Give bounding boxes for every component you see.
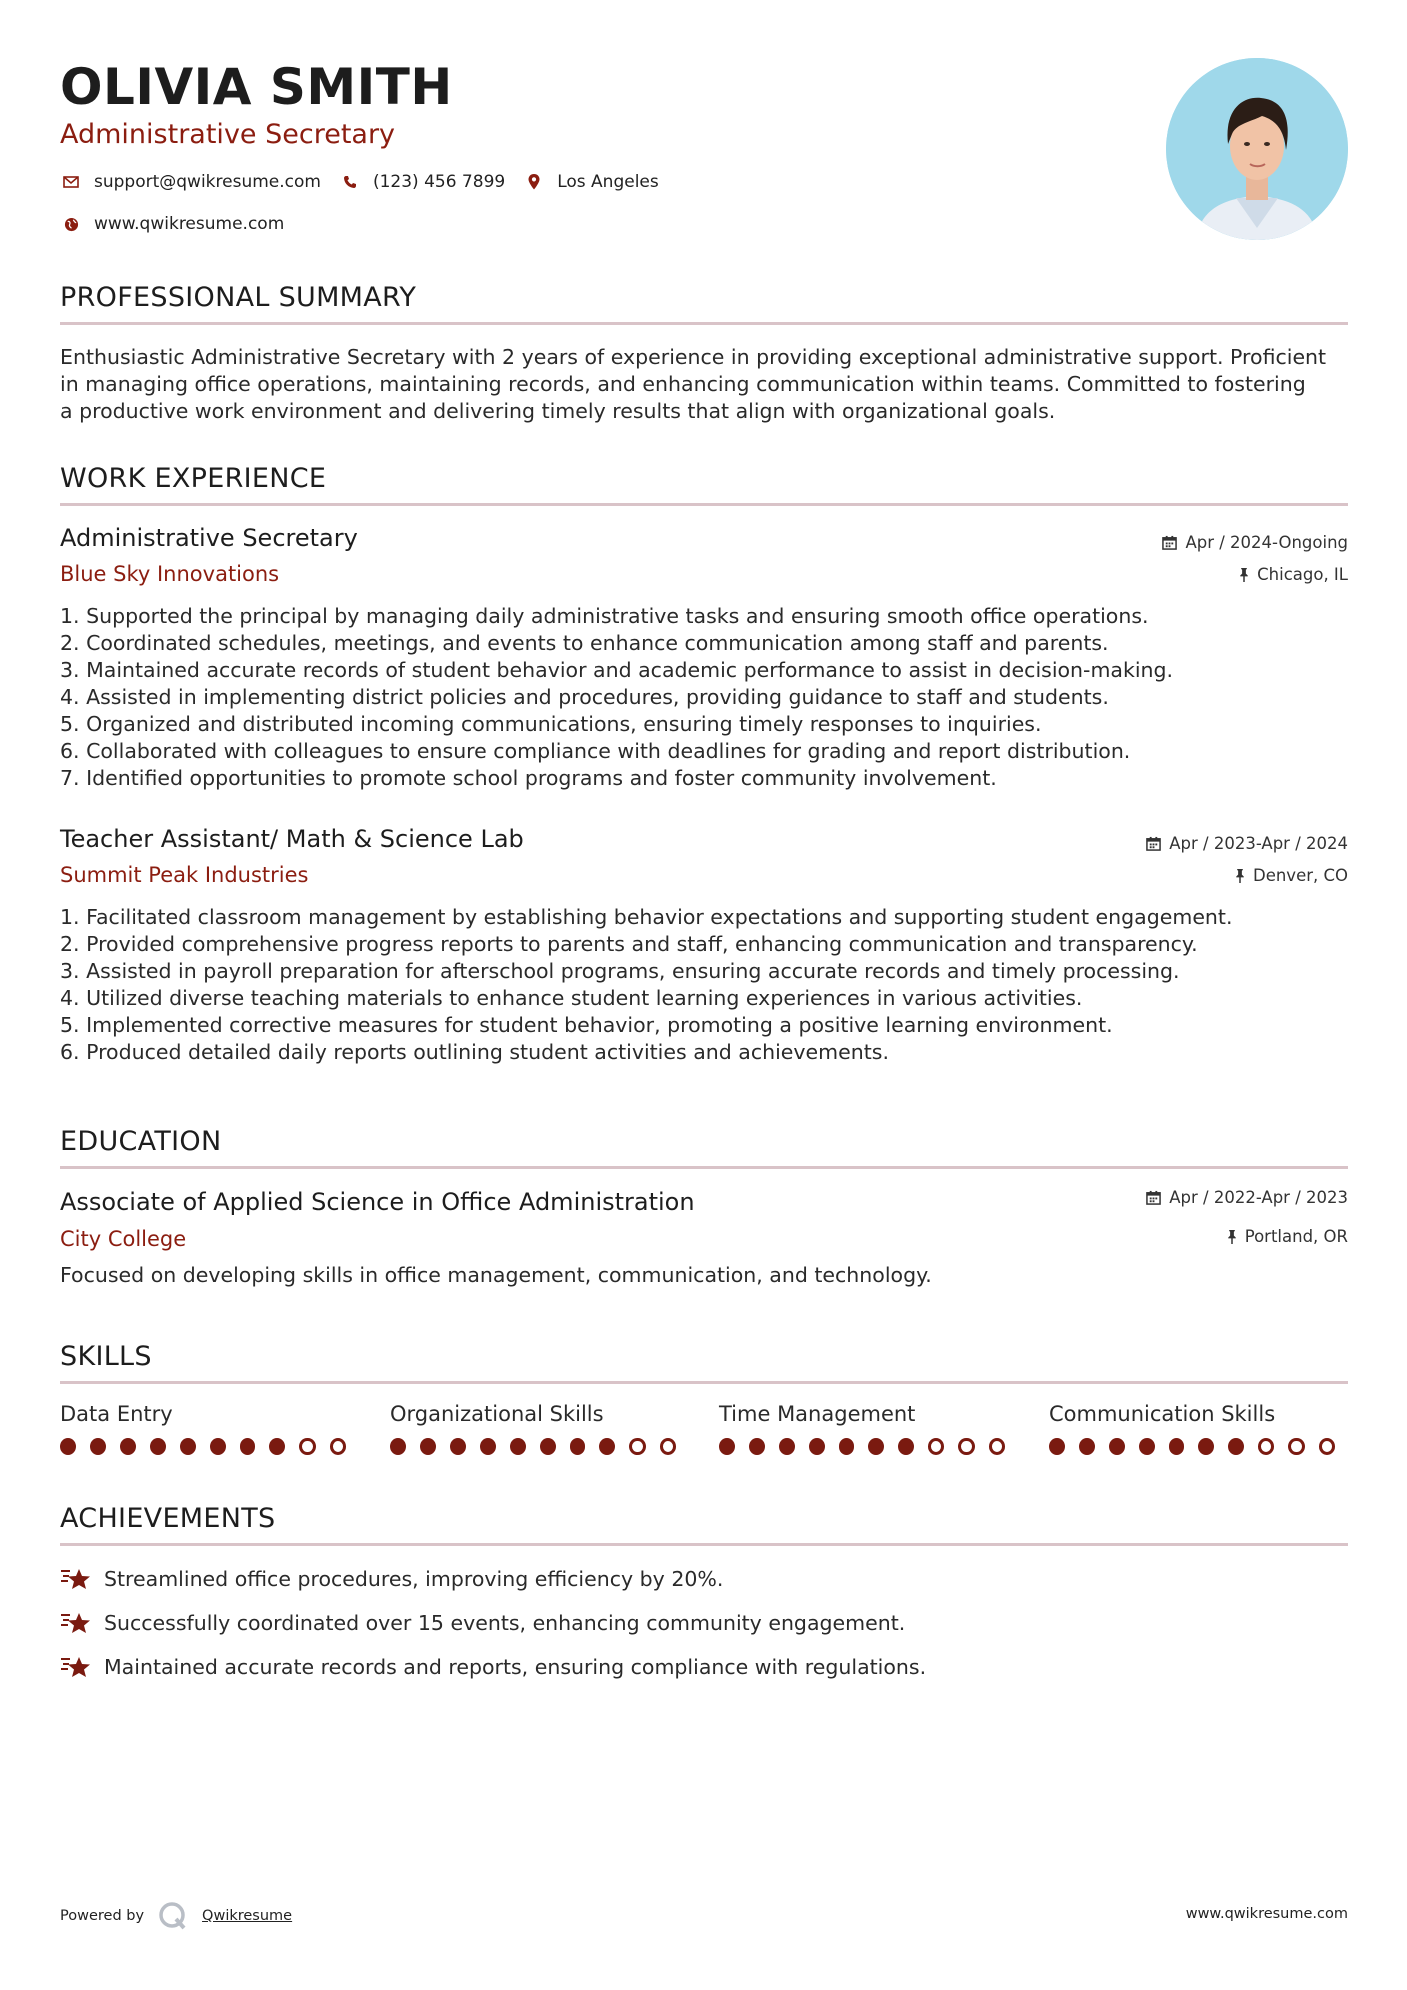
section-divider — [60, 322, 1348, 325]
calendar-icon — [1146, 836, 1161, 851]
rating-dot-filled — [510, 1438, 526, 1455]
dates-text: Apr / 2022-Apr / 2023 — [1169, 1188, 1348, 1207]
skill-name: Data Entry — [60, 1402, 173, 1426]
skill-rating — [60, 1438, 360, 1455]
rating-dot-empty — [989, 1438, 1005, 1455]
rating-dot-filled — [210, 1438, 226, 1455]
job-bullets — [60, 603, 1348, 792]
skill-rating — [1049, 1438, 1349, 1455]
job-dates — [1146, 834, 1348, 853]
candidate-name: OLIVIA SMITH — [60, 58, 453, 116]
rating-dot-filled — [390, 1438, 406, 1455]
list-item: 7. Identified opportunities to promote school programs and foster community involvement. — [60, 766, 997, 790]
rating-dot-filled — [540, 1438, 556, 1455]
education-description: Focused on developing skills in office management, communication, and technology. — [60, 1263, 932, 1287]
rating-dot-filled — [180, 1438, 196, 1455]
job-title: Administrative Secretary — [60, 524, 358, 552]
rating-dot-filled — [1198, 1438, 1214, 1455]
skills-heading: SKILLS — [60, 1341, 152, 1372]
skill-rating — [390, 1438, 690, 1455]
resume-page — [60, 0, 1348, 1990]
rating-dot-empty — [1288, 1438, 1304, 1455]
skill-item — [1049, 1402, 1349, 1455]
rating-dot-filled — [120, 1438, 136, 1455]
achievement-item — [60, 1654, 926, 1680]
skill-item — [719, 1402, 1019, 1455]
rating-dot-filled — [1109, 1438, 1125, 1455]
website-item[interactable] — [60, 214, 284, 234]
skill-name: Organizational Skills — [390, 1402, 604, 1426]
rating-dot-filled — [749, 1438, 765, 1455]
list-item: 6. Produced detailed daily reports outlining student activities and achievements. — [60, 1040, 889, 1064]
pushpin-icon — [1227, 1229, 1237, 1244]
education-location — [1227, 1227, 1348, 1246]
summary-line: Enthusiastic Administrative Secretary with 2 years of experience in providing exceptional administrative support. Proficient — [60, 345, 1327, 369]
summary-line: a productive work environment and delivering timely results that align with organizational goals. — [60, 399, 1056, 423]
section-divider — [60, 1543, 1348, 1546]
envelope-icon — [60, 176, 82, 188]
contact-row — [60, 172, 677, 192]
rating-dot-filled — [599, 1438, 615, 1455]
summary-heading: PROFESSIONAL SUMMARY — [60, 282, 417, 313]
company-name: Blue Sky Innovations — [60, 562, 280, 586]
rating-dot-filled — [1049, 1438, 1065, 1455]
rating-dot-filled — [150, 1438, 166, 1455]
education-dates — [1146, 1188, 1348, 1207]
rating-dot-empty — [958, 1438, 974, 1455]
profile-photo — [1166, 58, 1348, 240]
achievements-heading: ACHIEVEMENTS — [60, 1503, 276, 1534]
qwikresume-link[interactable]: Qwikresume — [202, 1908, 293, 1924]
rating-dot-filled — [1169, 1438, 1185, 1455]
rating-dot-empty — [629, 1438, 645, 1455]
skill-name: Time Management — [719, 1402, 916, 1426]
rating-dot-filled — [1228, 1438, 1244, 1455]
rating-dot-filled — [480, 1438, 496, 1455]
rating-dot-filled — [779, 1438, 795, 1455]
list-item: 1. Supported the principal by managing daily administrative tasks and ensuring smooth office operations. — [60, 604, 1149, 628]
achievement-item — [60, 1566, 723, 1592]
rating-dot-filled — [839, 1438, 855, 1455]
job-dates — [1162, 533, 1348, 552]
rating-dot-filled — [1079, 1438, 1095, 1455]
rating-dot-empty — [1258, 1438, 1274, 1455]
rating-dot-filled — [269, 1438, 285, 1455]
list-item: 6. Collaborated with colleagues to ensure compliance with deadlines for grading and report distribution. — [60, 739, 1131, 763]
section-divider — [60, 1166, 1348, 1169]
website-row — [60, 214, 302, 234]
list-item: 5. Implemented corrective measures for student behavior, promoting a positive learning environment. — [60, 1013, 1113, 1037]
rating-dot-empty — [1319, 1438, 1335, 1455]
dates-text: Apr / 2023-Apr / 2024 — [1169, 834, 1348, 853]
rating-dot-filled — [868, 1438, 884, 1455]
rating-dot-filled — [898, 1438, 914, 1455]
rating-dot-empty — [928, 1438, 944, 1455]
experience-heading: WORK EXPERIENCE — [60, 463, 327, 494]
job-bullets — [60, 904, 1348, 1066]
achievement-text: Streamlined office procedures, improving efficiency by 20%. — [104, 1567, 724, 1591]
achievement-text: Maintained accurate records and reports, ensuring compliance with regulations. — [104, 1655, 927, 1679]
achievement-text: Successfully coordinated over 15 events, enhancing community engagement. — [104, 1611, 906, 1635]
rating-dot-filled — [90, 1438, 106, 1455]
candidate-role: Administrative Secretary — [60, 119, 396, 150]
job-location — [1235, 866, 1348, 885]
list-item: 4. Assisted in implementing district policies and procedures, providing guidance to staff and students. — [60, 685, 1109, 709]
rating-dot-filled — [1139, 1438, 1155, 1455]
list-item: 2. Provided comprehensive progress reports to parents and staff, enhancing communication and transparency. — [60, 932, 1198, 956]
email-text: support@qwikresume.com — [94, 172, 321, 192]
calendar-icon — [1146, 1190, 1161, 1205]
job-location — [1239, 565, 1348, 584]
list-item: 3. Assisted in payroll preparation for afterschool programs, ensuring accurate records and timely processing. — [60, 959, 1180, 983]
location-text: Portland, OR — [1244, 1227, 1348, 1246]
rating-dot-filled — [809, 1438, 825, 1455]
skill-item — [390, 1402, 690, 1455]
rating-dot-filled — [450, 1438, 466, 1455]
powered-by-label: Powered by — [60, 1908, 145, 1924]
shooting-star-icon — [60, 1654, 92, 1680]
location-text: Denver, CO — [1252, 866, 1348, 885]
location-text: Chicago, IL — [1257, 565, 1348, 584]
footer-website[interactable]: www.qwikresume.com — [1185, 1906, 1348, 1922]
website-text: www.qwikresume.com — [94, 214, 285, 234]
list-item: 3. Maintained accurate records of student behavior and academic performance to assist in decision-making. — [60, 658, 1174, 682]
email-item[interactable] — [60, 172, 321, 192]
rating-dot-filled — [570, 1438, 586, 1455]
location-text: Los Angeles — [557, 172, 659, 192]
map-pin-icon — [523, 174, 545, 190]
degree-title: Associate of Applied Science in Office Administration — [60, 1188, 695, 1216]
location-item — [523, 172, 659, 192]
achievement-item — [60, 1610, 905, 1636]
school-name: City College — [60, 1227, 187, 1251]
globe-icon — [60, 217, 82, 232]
job-title: Teacher Assistant/ Math & Science Lab — [60, 825, 524, 853]
rating-dot-filled — [60, 1438, 76, 1455]
pushpin-icon — [1235, 868, 1245, 883]
skill-rating — [719, 1438, 1019, 1455]
education-heading: EDUCATION — [60, 1126, 222, 1157]
company-name: Summit Peak Industries — [60, 863, 309, 887]
list-item: 1. Facilitated classroom management by establishing behavior expectations and supporting student engagement. — [60, 905, 1233, 929]
pushpin-icon — [1239, 567, 1249, 582]
rating-dot-empty — [299, 1438, 315, 1455]
rating-dot-empty — [660, 1438, 676, 1455]
dates-text: Apr / 2024-Ongoing — [1185, 533, 1348, 552]
phone-icon — [339, 175, 361, 189]
rating-dot-filled — [420, 1438, 436, 1455]
skill-name: Communication Skills — [1049, 1402, 1276, 1426]
section-divider — [60, 1381, 1348, 1384]
skill-item — [60, 1402, 360, 1455]
qwikresume-logo-icon — [158, 1901, 188, 1931]
rating-dot-filled — [240, 1438, 256, 1455]
list-item: 2. Coordinated schedules, meetings, and events to enhance communication among staff and parents. — [60, 631, 1109, 655]
rating-dot-filled — [719, 1438, 735, 1455]
calendar-icon — [1162, 535, 1177, 550]
shooting-star-icon — [60, 1610, 92, 1636]
list-item: 4. Utilized diverse teaching materials to enhance student learning experiences in various activities. — [60, 986, 1083, 1010]
shooting-star-icon — [60, 1566, 92, 1592]
section-divider — [60, 503, 1348, 506]
summary-line: in managing office operations, maintaining records, and enhancing communication within teams. Committed to fostering — [60, 372, 1306, 396]
phone-item[interactable] — [339, 172, 505, 192]
list-item: 5. Organized and distributed incoming communications, ensuring timely responses to inquiries. — [60, 712, 1042, 736]
summary-text — [60, 344, 1348, 425]
phone-text: (123) 456 7899 — [372, 172, 506, 192]
rating-dot-empty — [330, 1438, 346, 1455]
footer-powered-by — [60, 1901, 292, 1931]
